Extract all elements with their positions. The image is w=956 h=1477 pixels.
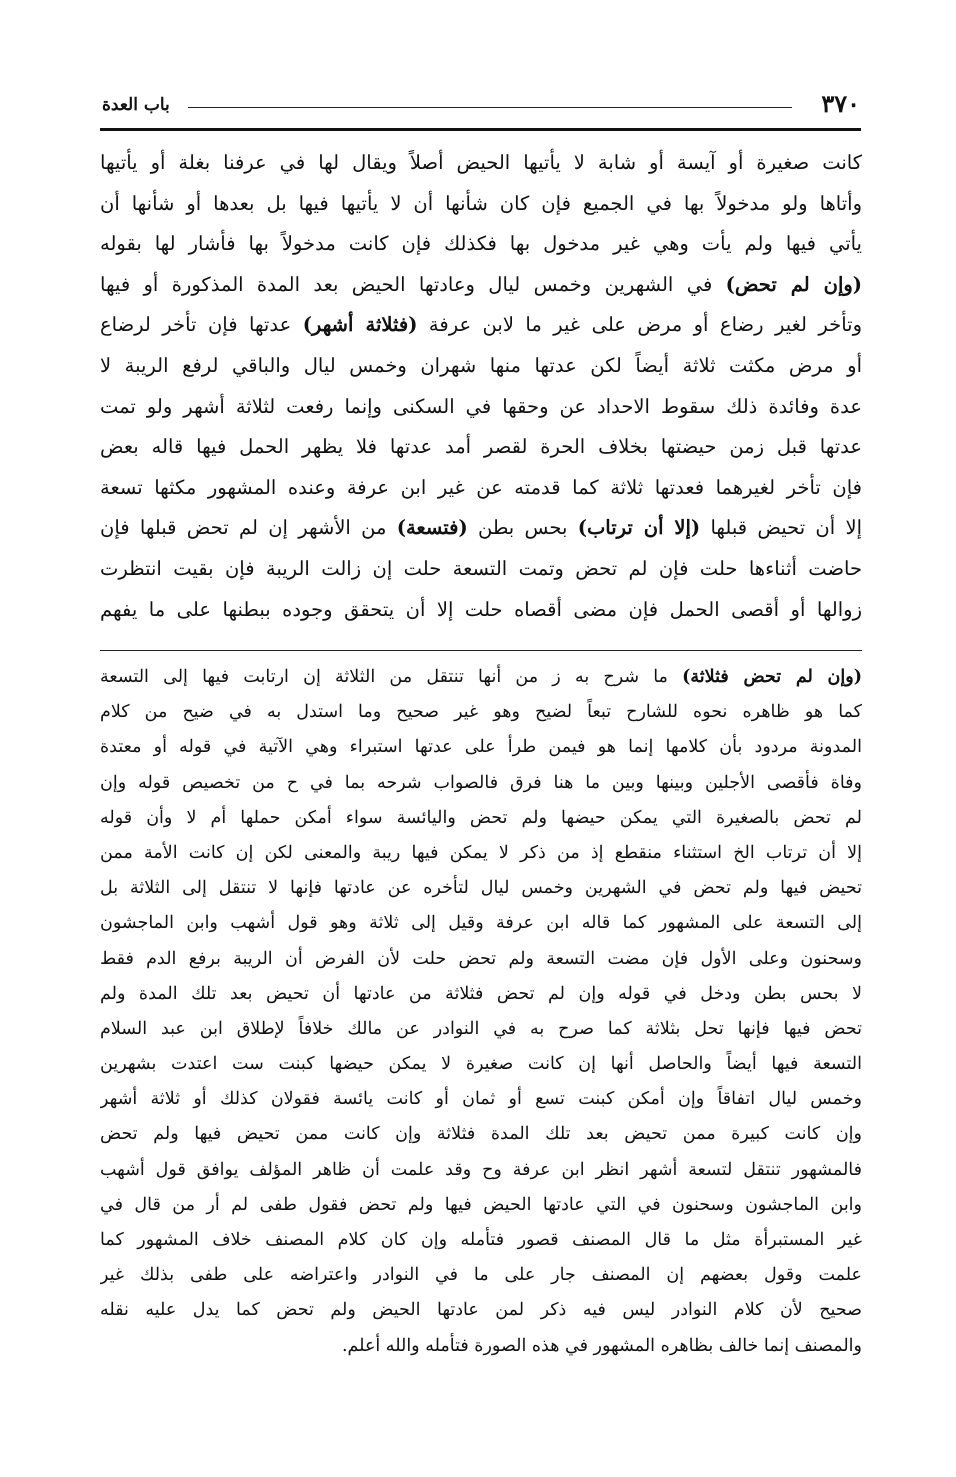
text-run: وأتاها ولو مدخولاً بها في الجميع فإن كان شأنها أن لا يأتيها فيها بل بعدها أو شأنها أن: [100, 191, 862, 215]
commentary-line: [100, 942, 862, 977]
main-text-line: [100, 427, 862, 468]
commentary-line: [100, 1047, 862, 1082]
text-run: لا بحس بطن ودخل في قوله وإن لم تحض فثلاثة من عادتها أن تحيض بعد تلك المدة ولم: [100, 983, 862, 1004]
commentary-block: [100, 660, 862, 1364]
text-run: حاضت أثناءها حلت فإن لم تحض وتمت التسعة حلت إن زالت الريبة فإن بقيت انتظرت: [100, 556, 862, 580]
bold-phrase: (إلا أن ترتاب): [577, 516, 701, 540]
text-run: وإن كانت كبيرة ممن تحيض بعد تلك المدة فثلاثة وإن كانت ممن تحيض فيها ولم تحض: [100, 1124, 862, 1145]
running-header: [100, 86, 860, 126]
text-run: والمصنف إنما خالف بظاهره المشهور في هذه الصورة فتأمله والله أعلم.: [341, 1335, 862, 1356]
bold-phrase: (فثلاثة أشهر): [302, 313, 418, 337]
text-run: بحس بطن: [467, 516, 578, 540]
text-run: غير المستبرأة مثل ما قال المصنف قصور فتأمله وإن كان كلام المصنف خلاف المشهور كما: [100, 1230, 862, 1250]
commentary-line: [100, 1188, 862, 1223]
text-run: إلا أن ترتاب الخ استثناء منقطع إذ من ذكر لا يمكن فيها ريبة والمعنى لكن إن كانت الأمة ممن: [100, 842, 862, 863]
commentary-separator: [100, 650, 862, 651]
text-run: إلا أن تحيض قبلها: [700, 516, 862, 540]
page-number: ٣٧٠: [821, 89, 860, 118]
text-run: وتأخر لغير رضاع أو مرض على غير ما لابن عرفة: [417, 313, 862, 337]
commentary-line: [100, 871, 862, 906]
text-run: وخمس ليال اتفاقاً وإن أمكن كبنت تسع أو ثمان أو كانت يائسة فقولان كذلك أو ثلاثة أشهر: [100, 1089, 862, 1110]
text-run: وابن الماجشون وسحنون في التي عادتها الحيض فيها ولم تحض فقول طفى لم أر من قال في: [100, 1194, 862, 1215]
main-text-line: [100, 265, 862, 306]
main-text-block: [100, 143, 862, 630]
commentary-line: [100, 1293, 862, 1328]
commentary-line: [100, 977, 862, 1012]
header-dash-line: [188, 107, 792, 108]
main-text-line: [100, 305, 862, 346]
main-text-line: [100, 224, 862, 265]
text-run: التسعة فيها أيضاً والحاصل أنها إن كانت صغيرة لا يمكن حيضها كبنت ست اعتدت بشهرين: [100, 1054, 862, 1075]
main-text-line: [100, 468, 862, 509]
text-run: فإن تأخر لغيرهما فعدتها ثلاثة كما قدمته عن غير ابن عرفة وعنده المشهور مكثها تسعة: [100, 475, 862, 499]
text-run: ما شرح به ز من أنها تنتقل من الثلاثة إن ارتابت فيها إلى التسعة: [100, 667, 683, 687]
main-text-line: [100, 549, 862, 590]
commentary-line: [100, 1117, 862, 1152]
text-run: عدتها فإن تأخر لرضاع: [100, 313, 303, 337]
text-run: صحيح لأن كلام النوادر ليس فيه ذكر لمن عادتها الحيض ولم تحض كما يدل عليه نقله: [100, 1300, 862, 1321]
text-run: إلى التسعة على المشهور كما قاله ابن عرفة وقيل إلى ثلاثة وهو قول أشهب وابن الماجشون: [100, 913, 862, 934]
main-text-line: [100, 387, 862, 428]
main-text-line: [100, 346, 862, 387]
text-run: وسحنون وعلى الأول فإن مضت التسعة ولم تحض حلت لأن الفرض أن الريبة برفع الدم فقط: [100, 948, 862, 969]
text-run: كما هو ظاهره نحوه للشارح تبعاً لضيح وهو غير صحيح وما استدل به في ضيح من كلام: [100, 702, 862, 723]
text-run: كانت صغيرة أو آيسة أو شابة لا يأتيها الحيض أصلاً ويقال لها في عرفنا بغلة أو يأتيها: [100, 151, 862, 174]
commentary-line: [100, 1012, 862, 1047]
commentary-line: [100, 1223, 862, 1258]
text-run: المدونة مردود بأن كلامها إنما هو فيمن طرأ على عدتها استبراء وهي الآتية في قوله أو معتدة: [100, 737, 862, 758]
commentary-line: [100, 1329, 862, 1364]
text-run: فالمشهور تنتقل لتسعة أشهر انظر ابن عرفة وح وقد علمت أن ظاهر المؤلف يوافق قول أشهب: [100, 1159, 862, 1180]
main-text-line: [100, 590, 862, 631]
text-run: أو مرض مكثت ثلاثة أيضاً لكن عدتها منها شهران وخمس ليال والباقي لرفع الريبة لا: [100, 353, 862, 377]
commentary-line: [100, 660, 862, 695]
commentary-line: [100, 836, 862, 871]
text-run: من الأشهر إن لم تحض قبلها فإن: [100, 516, 397, 540]
commentary-line: [100, 801, 862, 836]
commentary-line: [100, 730, 862, 765]
text-run: يأتي فيها ولم يأت وهي غير مدخول بها فكذلك فإن كانت مدخولاً بها فأشار لها بقوله: [100, 232, 862, 256]
text-run: عدة وفائدة ذلك سقوط الاحداد عن وحقها في السكنى وإنما رفعت لثلاثة أشهر ولو تمت: [100, 394, 862, 418]
text-run: تحيض فيها ولم تحض في الشهرين وخمس ليال لتأخره عن عادتها فإنها لا تنتقل إلى الثلاثة بل: [100, 878, 862, 899]
commentary-line: [100, 695, 862, 730]
main-text-line: [100, 184, 862, 225]
text-run: وفاة فأقصى الأجلين وبينها وبين ما هنا فرق فالصواب شرحه بما في ح من تخصيص قوله وإن: [100, 772, 862, 793]
text-run: لم تحض بالصغيرة التي يمكن حيضها ولم تحض واليائسة سواء أمكن حملها أم لا وأن قوله: [100, 807, 862, 828]
commentary-line: [100, 1082, 862, 1117]
bold-phrase: (وإن لم تحض): [725, 272, 862, 296]
text-run: زوالها أو أقصى الحمل فإن مضى أقصاه حلت إلا أن يتحقق وجوده ببطنها على ما يفهم: [100, 597, 862, 621]
chapter-title: باب العدة: [102, 95, 170, 115]
main-text-line: [100, 143, 862, 184]
main-text-line: [100, 508, 862, 549]
text-run: في الشهرين وخمس ليال وعادتها الحيض بعد المدة المذكورة أو فيها: [100, 272, 726, 296]
commentary-line: [100, 1153, 862, 1188]
commentary-line: [100, 906, 862, 941]
header-rule: [100, 128, 861, 131]
commentary-line: [100, 766, 862, 801]
bold-phrase: (فتسعة): [396, 516, 468, 540]
bold-phrase: (وإن لم تحض فثلاثة): [682, 667, 862, 687]
text-run: عدتها قبل زمن حيضتها بخلاف الحرة لقصر أمد عدتها فلا يظهر الحمل فيها قاله بعض: [100, 435, 862, 459]
text-run: تحض فيها فإنها تحل بثلاثة كما صرح به في النوادر عن مالك خلافاً لإطلاق ابن عبد السلام: [100, 1018, 862, 1039]
text-run: علمت وقول بعضهم إن المصنف جار على ما في النوادر واعتراضه على طفى بذلك غير: [100, 1265, 862, 1286]
commentary-line: [100, 1258, 862, 1293]
